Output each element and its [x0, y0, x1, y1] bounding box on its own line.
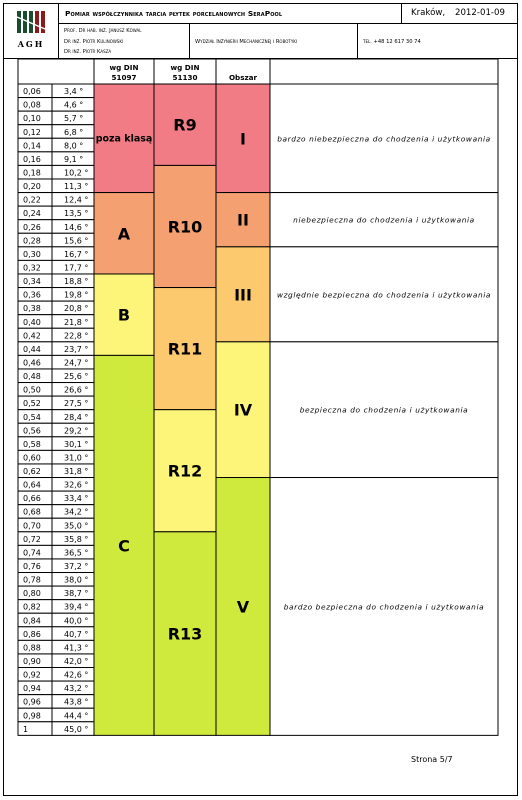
- friction-coefficient-value: 0,34: [23, 277, 41, 287]
- angle-value: 43,2 °: [64, 684, 89, 694]
- author-3: Dr inż. Piotr Kasza: [64, 49, 112, 55]
- phone: tel. +48 12 617 30 74: [363, 39, 421, 45]
- angle-value: 37,2 °: [64, 562, 89, 572]
- angle-value: 42,6 °: [64, 670, 89, 680]
- angle-value: 28,4 °: [64, 412, 89, 422]
- friction-coefficient-value: 0,56: [23, 426, 41, 436]
- din51130-class-label: R9: [173, 115, 197, 135]
- friction-coefficient-value: 0,86: [23, 629, 41, 639]
- friction-coefficient-value: 0,68: [23, 507, 41, 517]
- friction-coefficient-value: 0,84: [23, 616, 41, 626]
- safety-description: względnie bezpieczna do chodzenia i użytkowania: [276, 290, 492, 300]
- friction-coefficient-value: 0,76: [23, 562, 41, 572]
- friction-coefficient-value: 0,14: [23, 141, 41, 151]
- friction-coefficient-value: 0,80: [23, 589, 41, 599]
- angle-value: 9,1 °: [64, 154, 84, 164]
- friction-coefficient-value: 0,20: [23, 182, 41, 192]
- angle-value: 44,4 °: [64, 711, 89, 721]
- friction-coefficient-value: 0,50: [23, 385, 41, 395]
- angle-value: 30,1 °: [64, 439, 89, 449]
- friction-coefficient-value: 0,96: [23, 697, 41, 707]
- angle-value: 22,8 °: [64, 331, 89, 341]
- din51097-class-label: B: [117, 305, 131, 325]
- friction-coefficient-value: 0,48: [23, 372, 41, 382]
- friction-coefficient-value: 0,88: [23, 643, 41, 653]
- friction-coefficient-value: 0,26: [23, 222, 41, 232]
- friction-coefficient-value: 0,44: [23, 344, 41, 354]
- safety-description: bardzo niebezpieczna do chodzenia i użytkowania: [277, 134, 491, 144]
- angle-value: 35,0 °: [64, 521, 89, 531]
- angle-value: 4,6 °: [64, 100, 84, 110]
- friction-coefficient-value: 0,06: [23, 87, 41, 97]
- obszar-label: III: [234, 285, 252, 305]
- header-obszar-label: Obszar: [228, 73, 258, 82]
- header-din51097-label: wg DIN: [109, 63, 139, 72]
- department: Wydział Inżynierii Mechanicznej i Robotyki: [195, 39, 298, 45]
- angle-value: 39,4 °: [64, 602, 89, 612]
- friction-coefficient-value: 0,24: [23, 209, 41, 219]
- angle-value: 31,0 °: [64, 453, 89, 463]
- angle-value: 40,7 °: [64, 629, 89, 639]
- angle-value: 6,8 °: [64, 127, 84, 137]
- angle-value: 13,5 °: [64, 209, 89, 219]
- safety-description: bardzo bezpieczna do chodzenia i użytkowania: [283, 602, 485, 612]
- obszar-label: IV: [233, 400, 253, 420]
- angle-value: 10,2 °: [64, 168, 89, 178]
- angle-value: 43,8 °: [64, 697, 89, 707]
- friction-coefficient-value: 1: [23, 724, 29, 734]
- din51130-class-label: R12: [167, 461, 203, 481]
- header-din51130-label: wg DIN: [170, 63, 200, 72]
- safety-description: bezpieczna do chodzenia i użytkowania: [299, 405, 469, 415]
- angle-value: 17,7 °: [64, 263, 89, 273]
- din51097-class-label: poza klasą: [95, 133, 153, 145]
- angle-value: 32,6 °: [64, 480, 89, 490]
- logo-text: AGH: [17, 39, 45, 49]
- friction-coefficient-value: 0,78: [23, 575, 41, 585]
- friction-coefficient-value: 0,10: [23, 114, 41, 124]
- angle-value: 15,6 °: [64, 236, 89, 246]
- friction-coefficient-value: 0,08: [23, 100, 41, 110]
- angle-value: 45,0 °: [64, 724, 89, 734]
- din51097-class-label: C: [118, 536, 130, 556]
- angle-value: 33,4 °: [64, 494, 89, 504]
- angle-value: 11,3 °: [64, 182, 89, 192]
- angle-value: 18,8 °: [64, 277, 89, 287]
- header-din51097-number: 51097: [111, 73, 137, 82]
- angle-value: 38,7 °: [64, 589, 89, 599]
- angle-value: 25,6 °: [64, 372, 89, 382]
- header-empty-cell: [18, 59, 94, 84]
- author-1: Prof. Dr hab. inż. Janusz Kowal: [64, 28, 142, 34]
- din51130-class-label: R10: [167, 217, 203, 237]
- friction-coefficient-value: 0,98: [23, 711, 41, 721]
- friction-coefficient-value: 0,36: [23, 290, 41, 300]
- friction-coefficient-value: 0,28: [23, 236, 41, 246]
- din51130-class-label: R11: [167, 339, 203, 359]
- friction-coefficient-value: 0,12: [23, 127, 41, 137]
- friction-coefficient-value: 0,46: [23, 358, 41, 368]
- safety-description: niebezpieczna do chodzenia i użytkowania: [293, 215, 475, 225]
- friction-coefficient-value: 0,22: [23, 195, 41, 205]
- friction-coefficient-value: 0,82: [23, 602, 41, 612]
- header-din51130-number: 51130: [172, 73, 198, 82]
- angle-value: 35,8 °: [64, 534, 89, 544]
- obszar-label: V: [236, 597, 250, 617]
- friction-coefficient-value: 0,18: [23, 168, 41, 178]
- angle-value: 8,0 °: [64, 141, 84, 151]
- document-title: Pomiar współczynnika tarcia płytek porcelanowych SeraPool: [65, 9, 283, 18]
- date: 2012-01-09: [455, 8, 505, 18]
- din51130-class-label: R13: [167, 624, 203, 644]
- angle-value: 27,5 °: [64, 399, 89, 409]
- friction-coefficient-value: 0,30: [23, 249, 41, 259]
- angle-value: 3,4 °: [64, 87, 84, 97]
- angle-value: 26,6 °: [64, 385, 89, 395]
- angle-value: 41,3 °: [64, 643, 89, 653]
- angle-value: 31,8 °: [64, 467, 89, 477]
- obszar-label: II: [237, 210, 249, 230]
- angle-value: 29,2 °: [64, 426, 89, 436]
- angle-value: 5,7 °: [64, 114, 84, 124]
- friction-coefficient-value: 0,90: [23, 657, 41, 667]
- angle-value: 42,0 °: [64, 657, 89, 667]
- angle-value: 36,5 °: [64, 548, 89, 558]
- header-description-cell: [270, 59, 498, 84]
- angle-value: 40,0 °: [64, 616, 89, 626]
- friction-coefficient-value: 0,66: [23, 494, 41, 504]
- angle-value: 14,6 °: [64, 222, 89, 232]
- angle-value: 24,7 °: [64, 358, 89, 368]
- angle-value: 20,8 °: [64, 304, 89, 314]
- page-number: Strona 5/7: [411, 755, 453, 764]
- angle-value: 21,8 °: [64, 317, 89, 327]
- friction-coefficient-value: 0,64: [23, 480, 41, 490]
- friction-coefficient-value: 0,42: [23, 331, 41, 341]
- friction-coefficient-value: 0,72: [23, 534, 41, 544]
- obszar-label: I: [240, 129, 246, 149]
- friction-coefficient-value: 0,94: [23, 684, 41, 694]
- city: Kraków,: [411, 8, 446, 18]
- angle-value: 34,2 °: [64, 507, 89, 517]
- angle-value: 16,7 °: [64, 249, 89, 259]
- friction-coefficient-value: 0,74: [23, 548, 41, 558]
- din51097-class-label: A: [117, 224, 131, 244]
- angle-value: 23,7 °: [64, 344, 89, 354]
- angle-value: 12,4 °: [64, 195, 89, 205]
- friction-coefficient-value: 0,62: [23, 467, 41, 477]
- friction-coefficient-value: 0,38: [23, 304, 41, 314]
- angle-value: 19,8 °: [64, 290, 89, 300]
- friction-coefficient-value: 0,60: [23, 453, 41, 463]
- friction-coefficient-value: 0,54: [23, 412, 41, 422]
- friction-coefficient-value: 0,52: [23, 399, 41, 409]
- friction-coefficient-value: 0,58: [23, 439, 41, 449]
- friction-coefficient-value: 0,32: [23, 263, 41, 273]
- friction-coefficient-value: 0,92: [23, 670, 41, 680]
- friction-coefficient-value: 0,16: [23, 154, 41, 164]
- friction-coefficient-value: 0,70: [23, 521, 41, 531]
- friction-coefficient-value: 0,40: [23, 317, 41, 327]
- author-2: Dr inż. Piotr Kulinowski: [64, 39, 124, 45]
- angle-value: 38,0 °: [64, 575, 89, 585]
